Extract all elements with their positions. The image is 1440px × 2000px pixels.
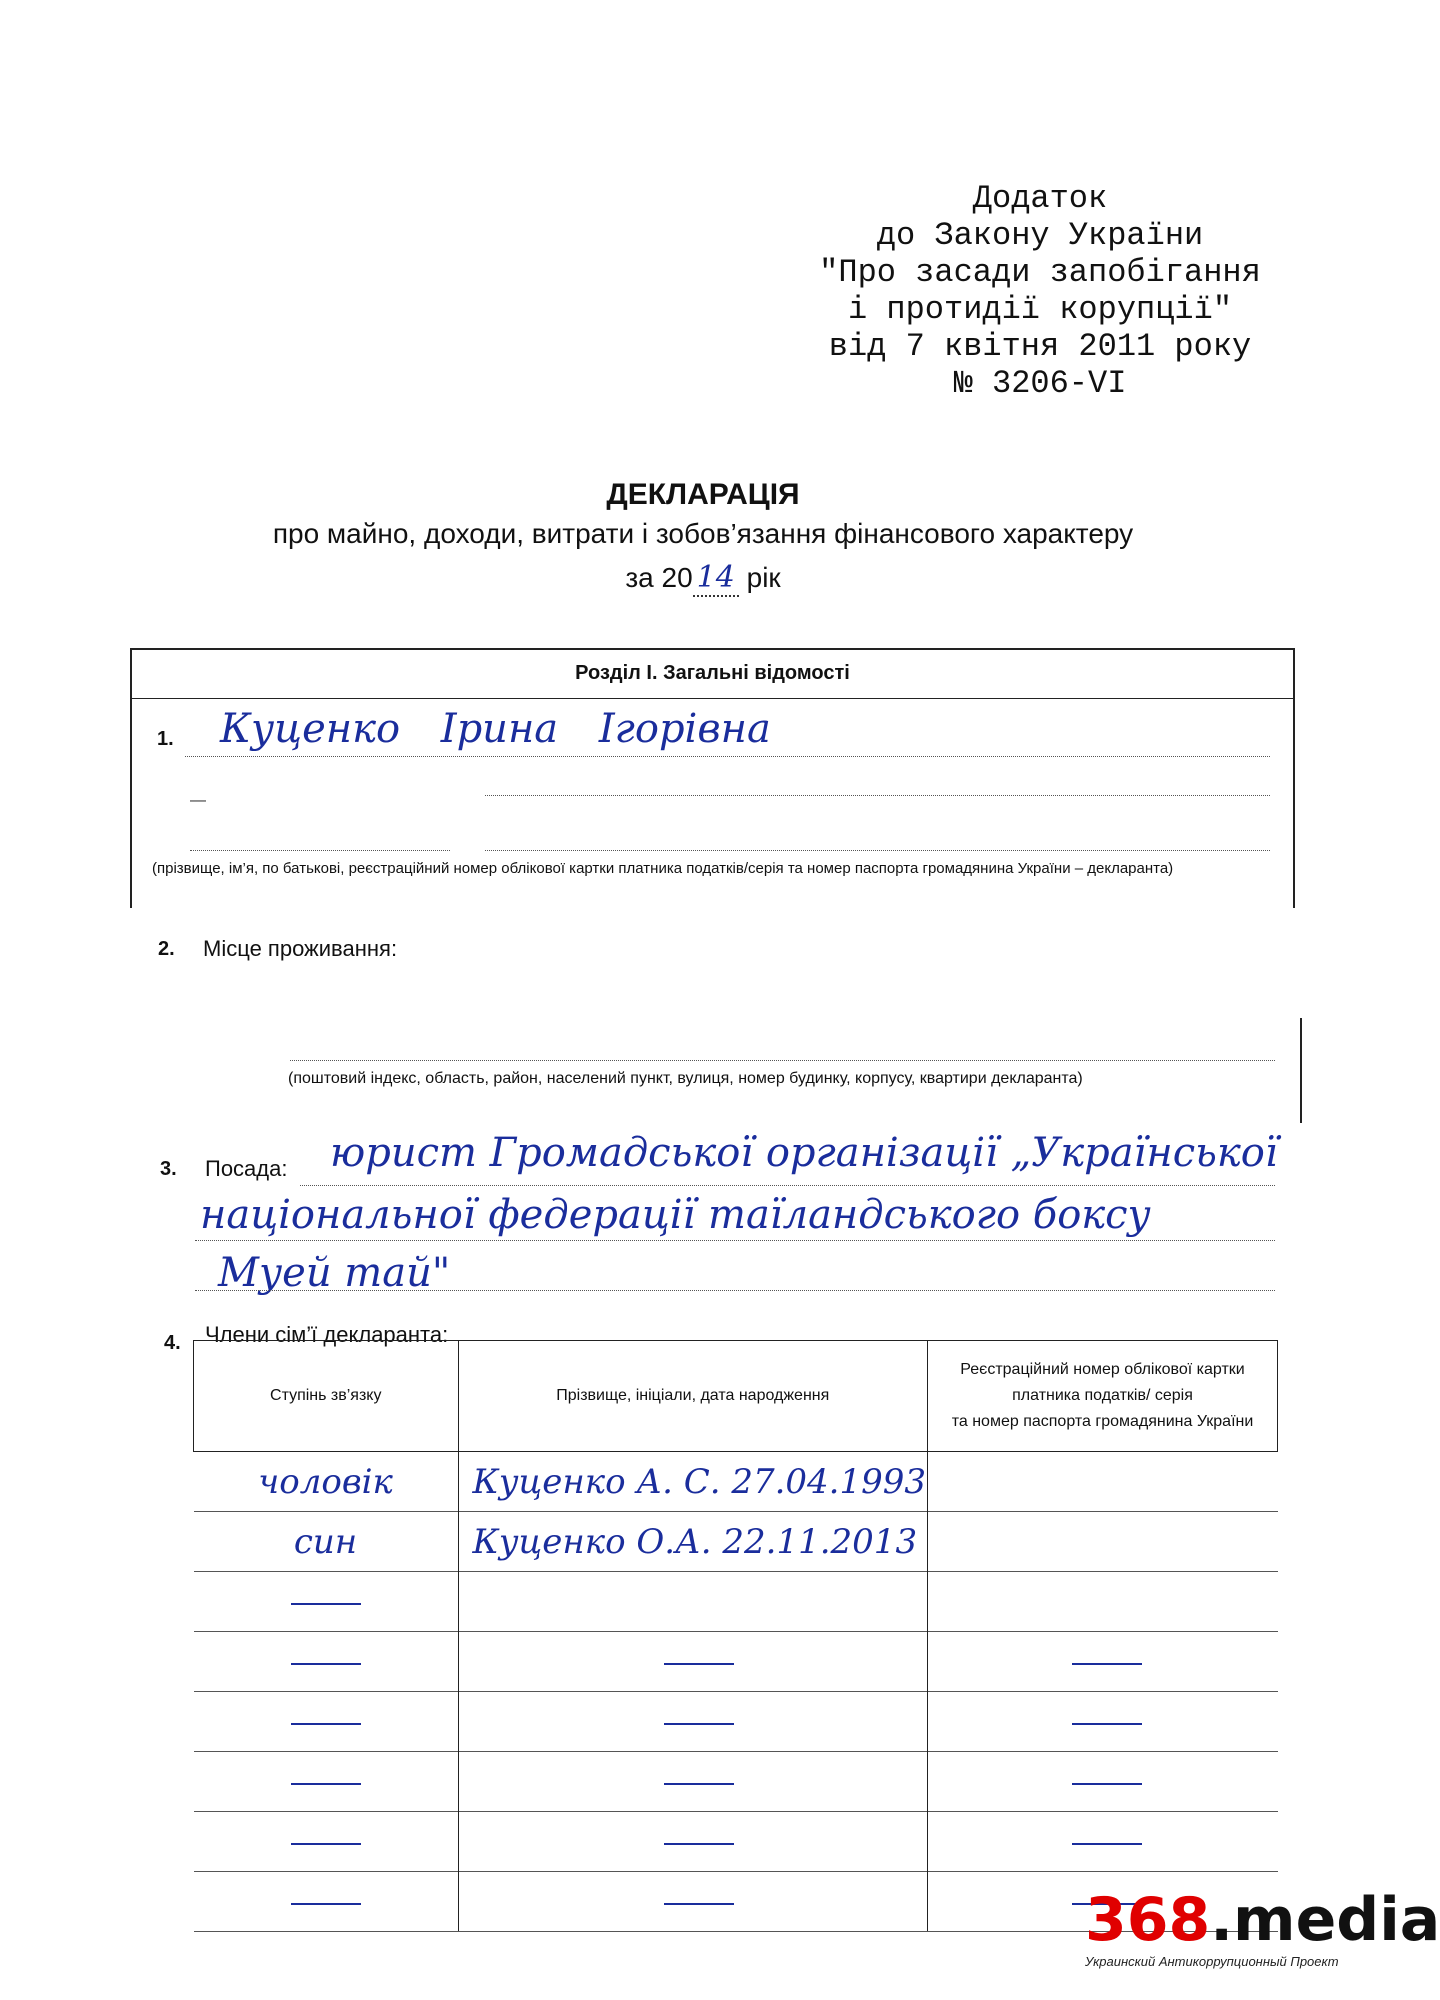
relation-cell — [194, 1632, 459, 1692]
family-label: Члени сім’ї декларанта: — [205, 1322, 449, 1347]
section-title: Розділ І. Загальні відомості — [132, 648, 1293, 699]
item2-caption: (поштовий індекс, область, район, населений пункт, вулиця, номер будинку, корпусу, квартири декларанта) — [288, 1070, 1083, 1087]
blank-dash — [291, 1603, 361, 1605]
relation-cell — [194, 1872, 459, 1932]
reg-number-cell — [928, 1572, 1278, 1632]
reg-number-cell — [928, 1752, 1278, 1812]
name-line — [185, 756, 1270, 757]
header-reg-line: Реєстраційний номер облікової картки — [960, 1361, 1245, 1378]
blank-dash — [1072, 1723, 1142, 1725]
watermark-subtitle: Украинский Антикоррупционный Проект — [1085, 1954, 1339, 1969]
frame-right-border — [1293, 648, 1295, 908]
watermark-red-part: 368 — [1085, 1885, 1211, 1955]
declaration-subtitle: про майно, доходи, витрати і зобов’язання фінансового характеру — [272, 518, 1134, 549]
id-line — [485, 795, 1270, 796]
year-suffix: рік — [746, 562, 781, 593]
relation-cell — [194, 1572, 459, 1632]
position-label: Посада: — [205, 1156, 288, 1181]
table-row — [194, 1752, 1278, 1812]
item1-caption: (прізвище, ім’я, по батькові, реєстраційний номер облікової картки платника податків/серія та номер паспорта громадянина України – декларанта) — [152, 860, 1174, 877]
reg-number-cell — [928, 1452, 1278, 1512]
relation-cell: чоловік — [194, 1452, 459, 1512]
table-row — [194, 1512, 1278, 1572]
person-cell — [458, 1632, 928, 1692]
blank-dash — [1072, 1843, 1142, 1845]
blank-dash — [1072, 1783, 1142, 1785]
relation-cell — [194, 1812, 459, 1872]
blank-dash — [664, 1723, 734, 1725]
position-line2: національної федерації таїландського боксу — [200, 1192, 1151, 1238]
family-table-header — [194, 1341, 1278, 1452]
position-line1: юрист Громадської організації „Української — [330, 1130, 1278, 1176]
watermark-logo — [1085, 1885, 1440, 1969]
table-row — [194, 1452, 1278, 1512]
blank-dash — [291, 1903, 361, 1905]
year-prefix: за 20 — [625, 562, 693, 593]
appendix-line: від 7 квітня 2011 року — [828, 328, 1252, 365]
table-row — [194, 1572, 1278, 1632]
item1-number: 1. — [157, 728, 174, 750]
id-line-left — [190, 850, 450, 851]
person-cell — [458, 1872, 928, 1932]
person-cell — [458, 1572, 928, 1632]
reg-number-cell — [928, 1632, 1278, 1692]
person-cell — [458, 1692, 928, 1752]
relation-cell — [194, 1692, 459, 1752]
frame-right-segment — [1300, 1018, 1302, 1123]
blank-dash — [1072, 1663, 1142, 1665]
position-line3: Муей тай" — [218, 1250, 451, 1296]
table-row — [194, 1692, 1278, 1752]
appendix-line: № 3206-VI — [953, 365, 1127, 402]
person-cell: Куценко О.А. 22.11.2013 — [458, 1512, 928, 1572]
blank-dash — [664, 1663, 734, 1665]
item3-number: 3. — [160, 1158, 177, 1180]
header-reg-number — [928, 1341, 1278, 1452]
header-person: Прізвище, ініціали, дата народження — [458, 1341, 928, 1452]
blank-dash — [291, 1843, 361, 1845]
declarant-name: Куценко Ірина Ігорівна — [220, 706, 771, 752]
header-reg-line: та номер паспорта громадянина України — [951, 1413, 1254, 1430]
item4-number: 4. — [164, 1332, 181, 1354]
blank-dash — [664, 1903, 734, 1905]
item1-dash: — — [190, 792, 206, 809]
blank-dash — [291, 1663, 361, 1665]
blank-dash — [664, 1783, 734, 1785]
relation-cell: син — [194, 1512, 459, 1572]
appendix-line: Додаток — [972, 180, 1108, 217]
reg-number-cell — [928, 1692, 1278, 1752]
id-line-right — [485, 850, 1270, 851]
person-cell — [458, 1812, 928, 1872]
position-underline1 — [300, 1185, 1275, 1186]
appendix-line: до Закону України — [876, 217, 1204, 254]
appendix-line: "Про засади запобігання — [819, 254, 1261, 291]
header-relation: Ступінь зв’язку — [194, 1341, 459, 1452]
year-value: 14 — [693, 560, 739, 597]
declaration-heading: ДЕКЛАРАЦІЯ — [606, 478, 800, 511]
blank-dash — [291, 1783, 361, 1785]
appendix-line: і протидії корупції" — [847, 291, 1233, 328]
blank-dash — [291, 1723, 361, 1725]
residence-label: Місце проживання: — [203, 936, 398, 961]
residence-line — [290, 1060, 1275, 1061]
person-cell: Куценко А. С. 27.04.1993 — [458, 1452, 928, 1512]
blank-dash — [664, 1843, 734, 1845]
relation-cell — [194, 1752, 459, 1812]
reg-number-cell — [928, 1512, 1278, 1572]
watermark-title — [1085, 1885, 1440, 1955]
position-underline3 — [195, 1290, 1275, 1291]
appendix-block — [780, 180, 1300, 402]
position-underline2 — [195, 1240, 1275, 1241]
reg-number-cell — [928, 1812, 1278, 1872]
table-row — [194, 1812, 1278, 1872]
item2-number: 2. — [158, 938, 175, 960]
header-reg-line: платника податків/ серія — [1012, 1387, 1193, 1404]
person-cell — [458, 1752, 928, 1812]
table-row — [194, 1632, 1278, 1692]
watermark-black-part: .media — [1210, 1885, 1440, 1955]
family-table — [193, 1340, 1278, 1932]
declaration-year — [0, 560, 1406, 595]
